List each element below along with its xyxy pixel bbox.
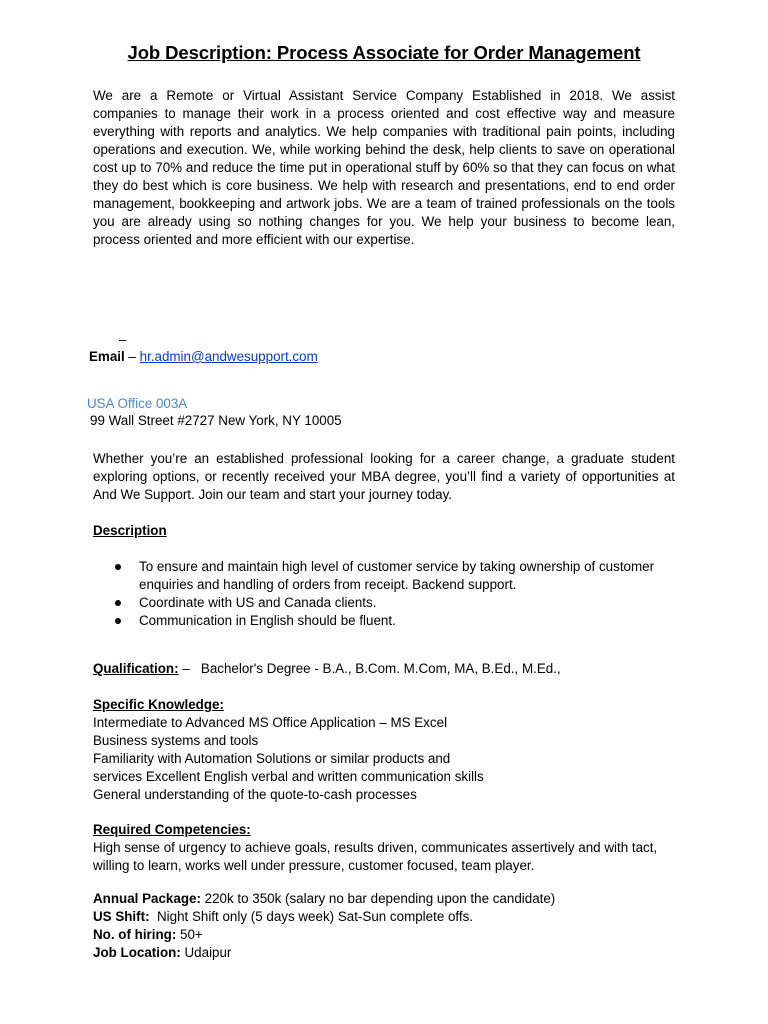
- email-label: Email: [89, 349, 125, 364]
- list-item-text: Coordinate with US and Canada clients.: [139, 595, 377, 610]
- specific-knowledge-heading: Specific Knowledge:: [93, 697, 224, 712]
- dash-mark: –: [119, 332, 127, 347]
- qualification-label: Qualification:: [93, 661, 179, 676]
- description-heading: [93, 522, 167, 540]
- knowledge-line: Business systems and tools: [93, 733, 259, 748]
- us-shift-value: Night Shift only (5 days week) Sat-Sun complete offs.: [149, 909, 474, 924]
- opportunity-paragraph: Whether you’re an established professional looking for a career change, a graduate student exploring options, or recently received your MBA degree, you’ll find a variety of opportunities at And We Support. Join our team and start your journey today.: [93, 451, 675, 502]
- list-item-text: Communication in English should be fluent.: [139, 613, 396, 628]
- list-item: [93, 612, 683, 630]
- job-details-section: [93, 890, 555, 962]
- email-line: [89, 349, 318, 364]
- bullet-icon: [115, 618, 121, 624]
- job-location-label: Job Location:: [93, 945, 181, 960]
- competencies-section: [93, 821, 693, 875]
- competencies-text: High sense of urgency to achieve goals, results driven, communicates assertively and with tact, willing to learn, works well under pressure, customer focused, team player.: [93, 840, 658, 873]
- specific-knowledge-section: [93, 696, 484, 804]
- job-location-value: Udaipur: [180, 945, 232, 960]
- office-heading: USA Office 003A: [87, 396, 188, 411]
- annual-package-line: [93, 890, 555, 908]
- document-title: Job Description: Process Associate for Order Management: [127, 42, 641, 63]
- us-shift-line: [93, 908, 555, 926]
- office-address: 99 Wall Street #2727 New York, NY 10005: [90, 413, 342, 428]
- qualification-line: [93, 660, 561, 678]
- competencies-heading: Required Competencies:: [93, 822, 251, 837]
- qualification-value: – Bachelor's Degree - B.A., B.Com. M.Com, MA, B.Ed., M.Ed.,: [178, 661, 561, 676]
- list-item: [93, 594, 683, 612]
- description-list: [93, 558, 683, 630]
- hiring-count-value: 50+: [176, 927, 203, 942]
- job-location-line: [93, 944, 555, 962]
- annual-package-label: Annual Package:: [93, 891, 201, 906]
- list-item: [93, 558, 683, 594]
- knowledge-line: General understanding of the quote-to-cash processes: [93, 787, 417, 802]
- knowledge-line: Familiarity with Automation Solutions or similar products and: [93, 751, 451, 766]
- knowledge-line: Intermediate to Advanced MS Office Application – MS Excel: [93, 715, 448, 730]
- knowledge-line: services Excellent English verbal and written communication skills: [93, 769, 484, 784]
- list-item-text: To ensure and maintain high level of customer service by taking ownership of customer enquiries and handling of orders from receipt. Backend support.: [139, 559, 655, 592]
- hiring-count-label: No. of hiring:: [93, 927, 177, 942]
- description-heading-text: Description: [93, 523, 167, 538]
- us-shift-label: US Shift:: [93, 909, 150, 924]
- company-intro-paragraph: We are a Remote or Virtual Assistant Service Company Established in 2018. We assist companies to manage their work in a process oriented and cost effective way and measure everything with reports and analytics. We help companies with traditional pain points, including operations and execution. We, while working behind the desk, help clients to save on operational cost up to 70% and reduce the time put in operational stuff by 60% so that they can focus on what they do best which is core business. We help with research and presentations, end to end order management, bookkeeping and artwork jobs. We are a team of trained professionals on the tools you are already using so nothing changes for you. We help your business to become lean, process oriented and more efficient with our expertise.: [93, 88, 675, 247]
- bullet-icon: [115, 600, 121, 606]
- bullet-icon: [115, 564, 121, 570]
- hiring-count-line: [93, 926, 555, 944]
- email-link[interactable]: hr.admin@andwesupport.com: [139, 349, 318, 364]
- annual-package-value: 220k to 350k (salary no bar depending upon the candidate): [200, 891, 556, 906]
- email-separator: –: [124, 349, 140, 364]
